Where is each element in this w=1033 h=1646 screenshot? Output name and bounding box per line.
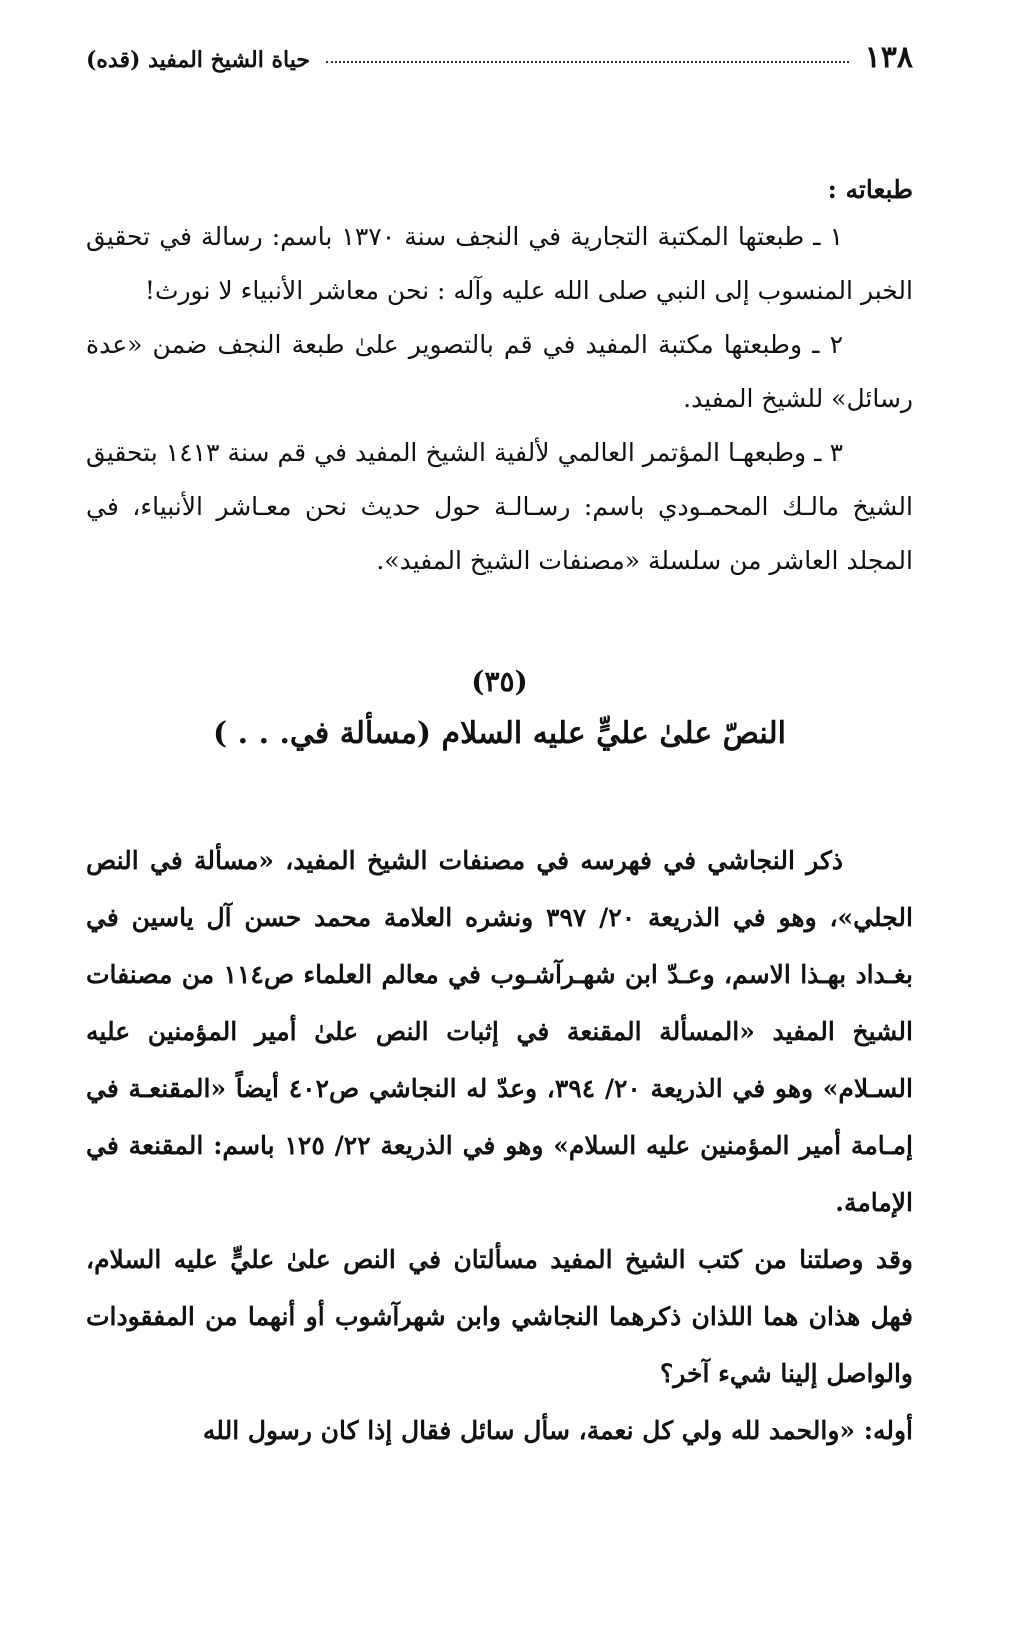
body-paragraph: وقد وصلتنا من كتب الشيخ المفيد مسألتان في النص علىٰ عليٍّ عليه السلام، فهل هذان هما اللذان ذكرهما النجاشي وابن شهرآشوب أو أنهما من المفقودات والواصل إلينا شيء آخر؟ [86, 1245, 913, 1388]
body-paragraph: ذكر النجاشي في فهرسه في مصنفات الشيخ المفيد، «مسألة في النص الجلي»، وهو في الذريعة ٢٠/ ٣٩٧ ونشره العلامة محمد حسن آل ياسين في بغـداد بهـذا الاسم، وعـدّ ابن شهـرآشـوب في معالم العلماء ص١١٤ من مصنفات الشيخ المفيد «المسألة المقنعة في إثبات النص علىٰ أمير المؤمنين عليه السـلام» وهو في الذريعة ٢٠/ ٣٩٤، وعدّ له النجاشي ص٤٠٢ أيضاً «المقنعـة في إمـامة أمير المؤمنين عليه السلام» وهو في الذريعة ٢٢/ ١٢٥ باسم: المقنعة في الإمامة. [86, 846, 914, 1217]
running-header [86, 40, 913, 90]
document-page [86, 40, 913, 1606]
entry-number: (٣٥) [471, 665, 528, 698]
entry-title: النصّ علىٰ عليٍّ عليه السلام (مسألة في. . . ) [213, 716, 786, 751]
page-number: ١٣٨ [864, 40, 913, 75]
edition-item: ٣ ـ وطبعهـا المؤتمر العالمي لألفية الشيخ المفيد في قم سنة ١٤١٣ بتحقيق الشيخ مالـك المحمـودي باسم: رسـالـة حول حديث نحن معـاشر الأنبياء، في المجلد العاشر من سلسلة «مصنفات الشيخ المفيد». [86, 438, 913, 575]
header-dot-leader [326, 61, 849, 63]
editions-heading: طبعاته : [827, 175, 913, 204]
body-paragraph: أوله: «والحمد لله ولي كل نعمة، سأل سائل فقال إذا كان رسول الله [202, 1416, 913, 1445]
editions-list [86, 210, 913, 588]
entry-body [86, 832, 913, 1459]
edition-item: ٢ ـ وطبعتها مكتبة المفيد في قم بالتصوير علىٰ طبعة النجف ضمن «عدة رسائل» للشيخ المفيد. [86, 330, 913, 413]
edition-item: ١ ـ طبعتها المكتبة التجارية في النجف سنة ١٣٧٠ باسم: رسالة في تحقيق الخبر المنسوب إلى النبي صلى الله عليه وآله : نحن معاشر الأنبياء لا نورث! [86, 222, 913, 305]
running-title: حياة الشيخ المفيد (قده) [86, 47, 310, 73]
